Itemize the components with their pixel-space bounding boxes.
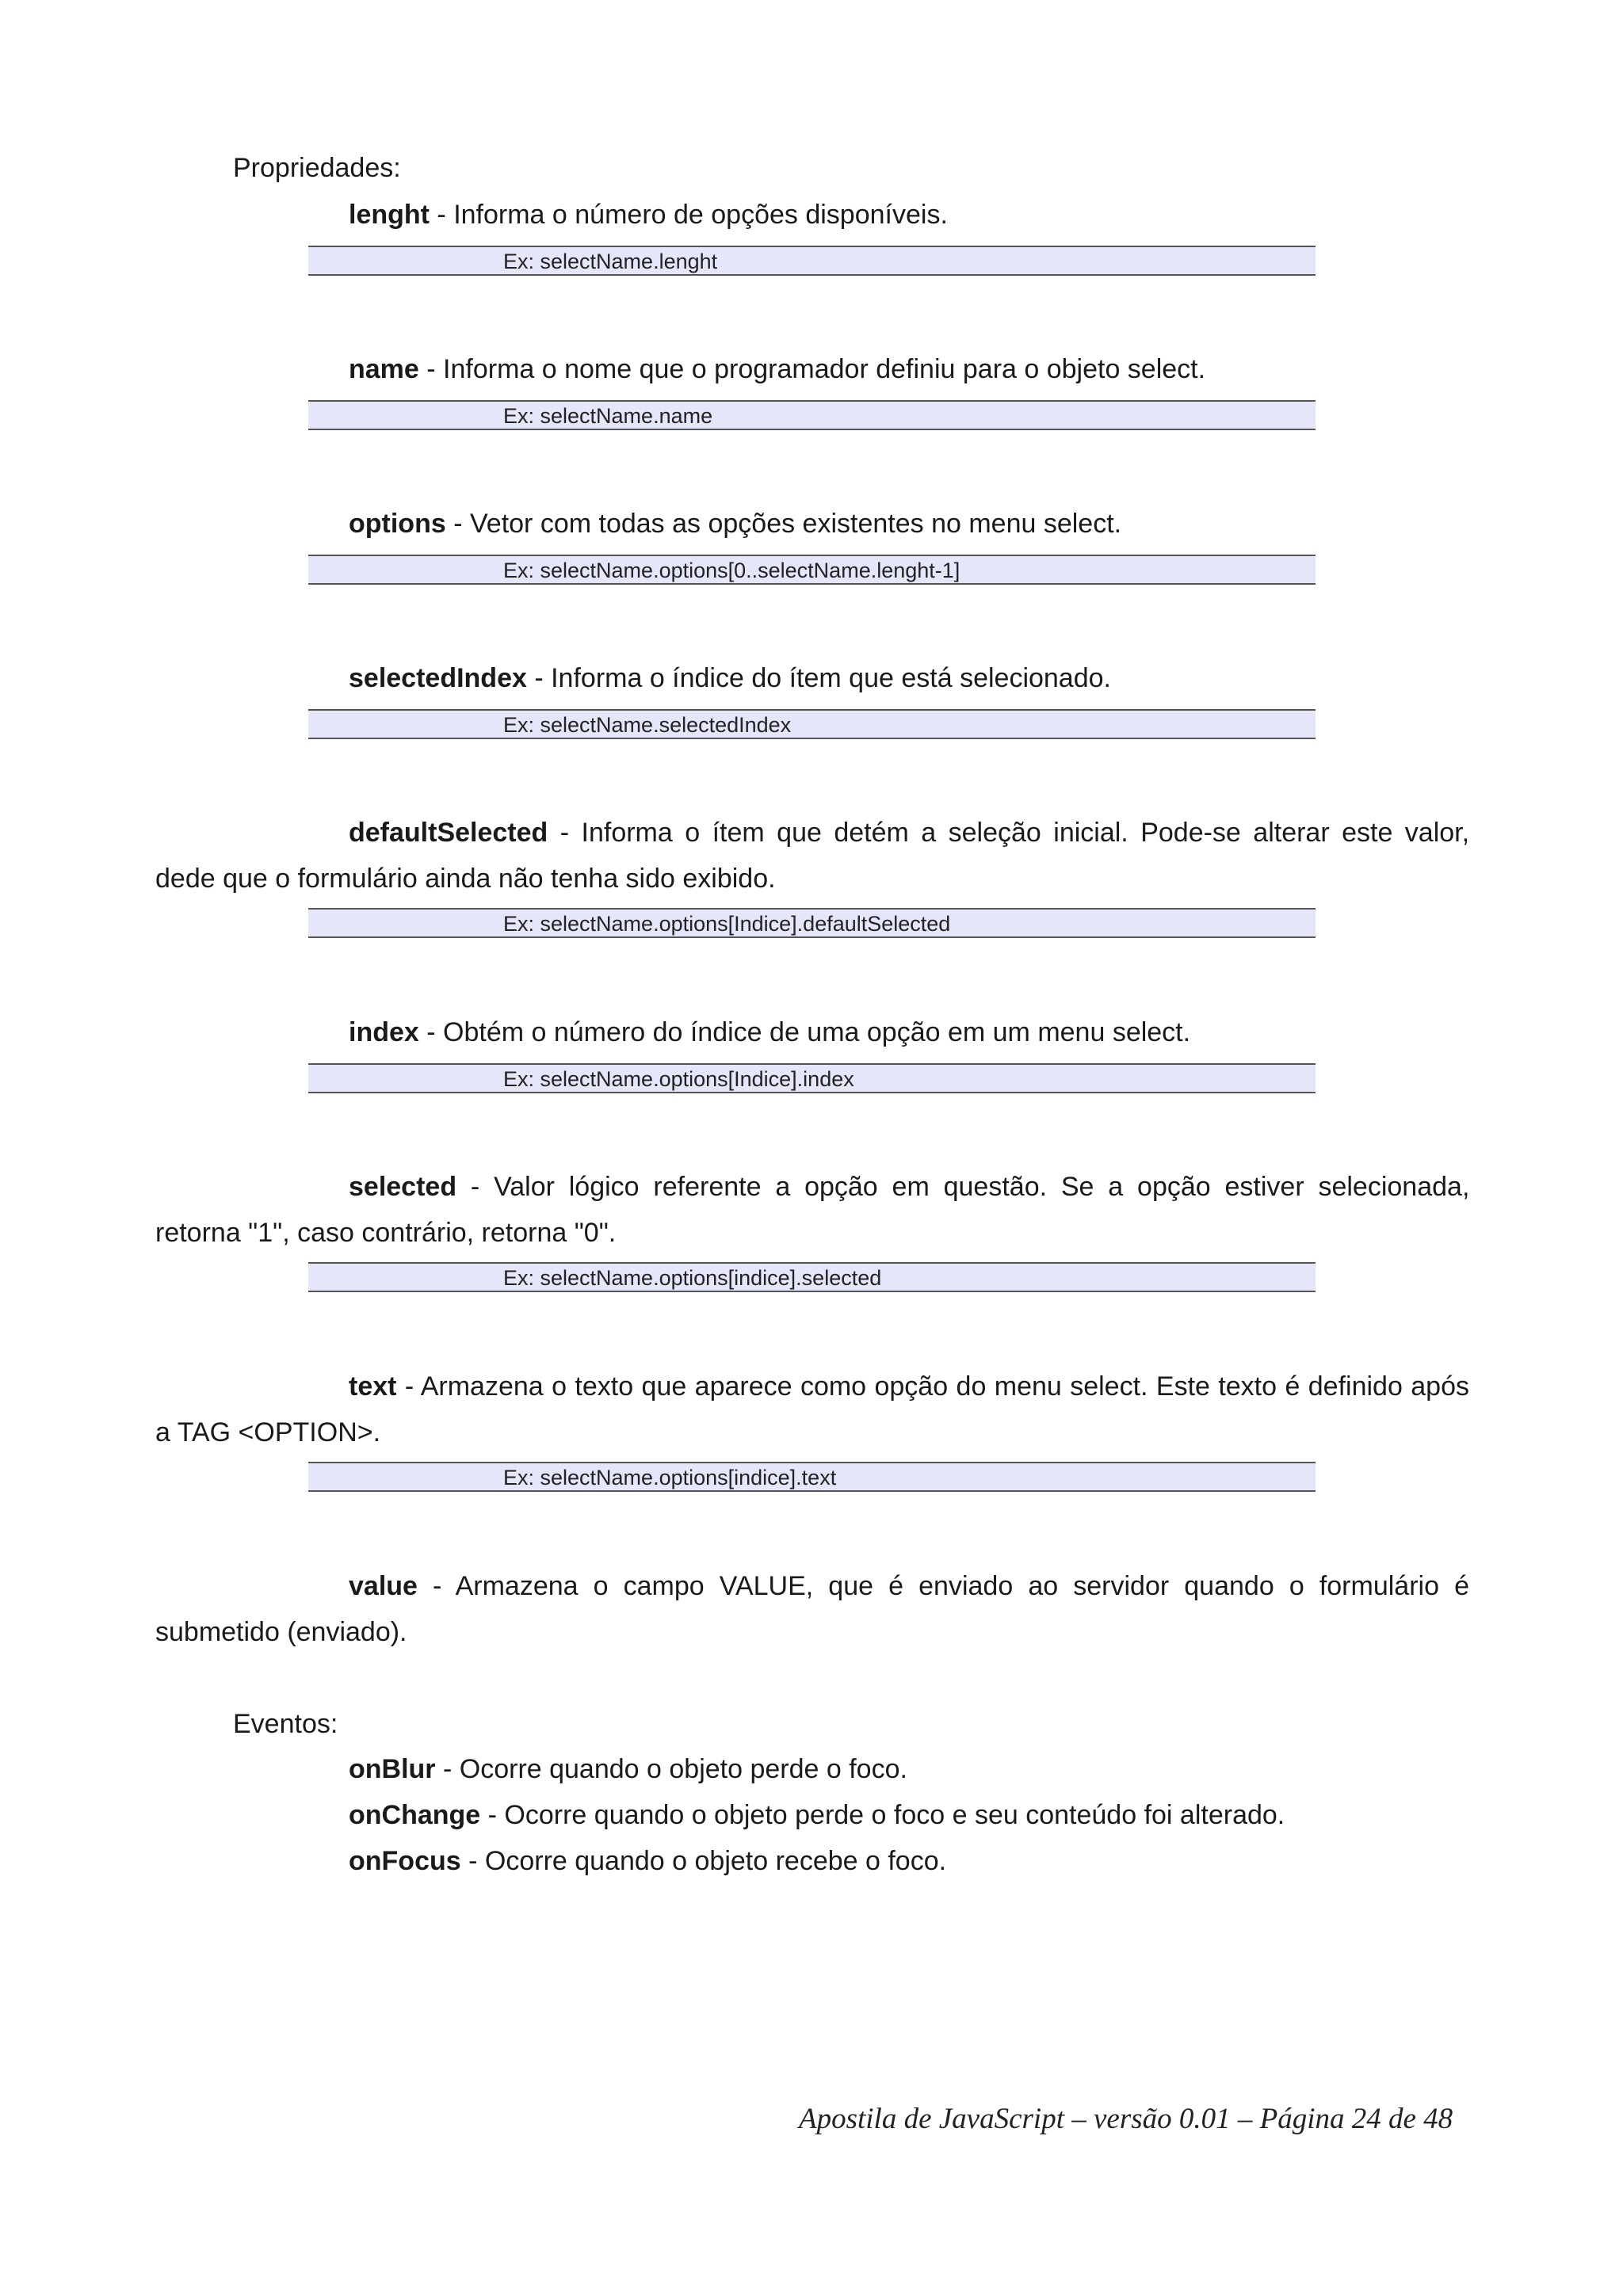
section-heading-properties: Propriedades:	[233, 153, 401, 183]
event-name: onBlur	[349, 1754, 436, 1784]
section-heading-events: Eventos:	[233, 1709, 338, 1739]
event-description: - Ocorre quando o objeto recebe o foco.	[460, 1846, 947, 1876]
example-code: Ex: selectName.options[indice].selected	[503, 1266, 882, 1290]
event-onchange	[349, 1799, 1285, 1831]
event-onfocus	[349, 1845, 946, 1877]
event-onblur	[349, 1753, 907, 1785]
property-description-continued: a TAG <OPTION>.	[155, 1417, 381, 1447]
property-defaultselected	[349, 817, 1469, 849]
property-index	[349, 1016, 1190, 1048]
example-code: Ex: selectName.options[indice].text	[503, 1466, 837, 1489]
example-box	[308, 1063, 1316, 1093]
event-description: - Ocorre quando o objeto perde o foco e seu conteúdo foi alterado.	[480, 1800, 1285, 1830]
property-name: selected	[349, 1172, 457, 1202]
property-description: - Informa o nome que o programador definiu para o objeto select.	[418, 354, 1206, 384]
example-box	[308, 246, 1316, 276]
property-selected	[349, 1171, 1469, 1203]
example-code: Ex: selectName.options[0..selectName.lenght-1]	[503, 559, 960, 582]
event-name: onChange	[349, 1800, 481, 1830]
property-description: - Valor lógico referente a opção em questão. Se a opção estiver selecionada,	[456, 1172, 1470, 1202]
example-box	[308, 709, 1316, 739]
property-description-continued: dede que o formulário ainda não tenha sido exibido.	[155, 864, 776, 894]
property-name-item	[349, 353, 1205, 385]
property-name: defaultSelected	[349, 818, 548, 848]
property-description: - Informa o ítem que detém a seleção inicial. Pode-se alterar este valor,	[548, 818, 1470, 848]
property-name: value	[349, 1571, 418, 1601]
property-description: - Armazena o campo VALUE, que é enviado ao servidor quando o formulário é	[417, 1571, 1469, 1601]
property-name: selectedIndex	[349, 663, 527, 693]
example-box	[308, 1462, 1316, 1492]
property-name: text	[349, 1371, 397, 1402]
property-options	[349, 508, 1121, 540]
property-lenght	[349, 199, 948, 231]
property-description: - Armazena o texto que aparece como opção do menu select. Este texto é definido após	[396, 1371, 1469, 1402]
property-selectedindex	[349, 662, 1111, 694]
property-name: lenght	[349, 200, 430, 230]
example-code: Ex: selectName.selectedIndex	[503, 713, 792, 737]
property-name: index	[349, 1017, 419, 1047]
example-box	[308, 908, 1316, 938]
property-description: - Vetor com todas as opções existentes no menu select.	[445, 509, 1122, 539]
property-description-continued: submetido (enviado).	[155, 1617, 407, 1647]
property-value	[349, 1570, 1469, 1602]
event-name: onFocus	[349, 1846, 461, 1876]
property-description: - Informa o índice do ítem que está selecionado.	[526, 663, 1111, 693]
example-box	[308, 1262, 1316, 1292]
example-code: Ex: selectName.name	[503, 404, 713, 428]
event-description: - Ocorre quando o objeto perde o foco.	[435, 1754, 907, 1784]
example-code: Ex: selectName.options[Indice].index	[503, 1067, 854, 1091]
example-box	[308, 555, 1316, 585]
property-description: - Obtém o número do índice de uma opção em um menu select.	[418, 1017, 1191, 1047]
example-box	[308, 400, 1316, 430]
property-name: options	[349, 509, 446, 539]
property-description: - Informa o número de opções disponíveis.	[429, 200, 948, 230]
example-code: Ex: selectName.options[Indice].defaultSelected	[503, 912, 951, 936]
property-name: name	[349, 354, 419, 384]
page-footer: Apostila de JavaScript – versão 0.01 – Página 24 de 48	[799, 2103, 1453, 2135]
property-text	[349, 1371, 1469, 1402]
property-description-continued: retorna "1", caso contrário, retorna "0".	[155, 1218, 617, 1248]
example-code: Ex: selectName.lenght	[503, 250, 718, 273]
